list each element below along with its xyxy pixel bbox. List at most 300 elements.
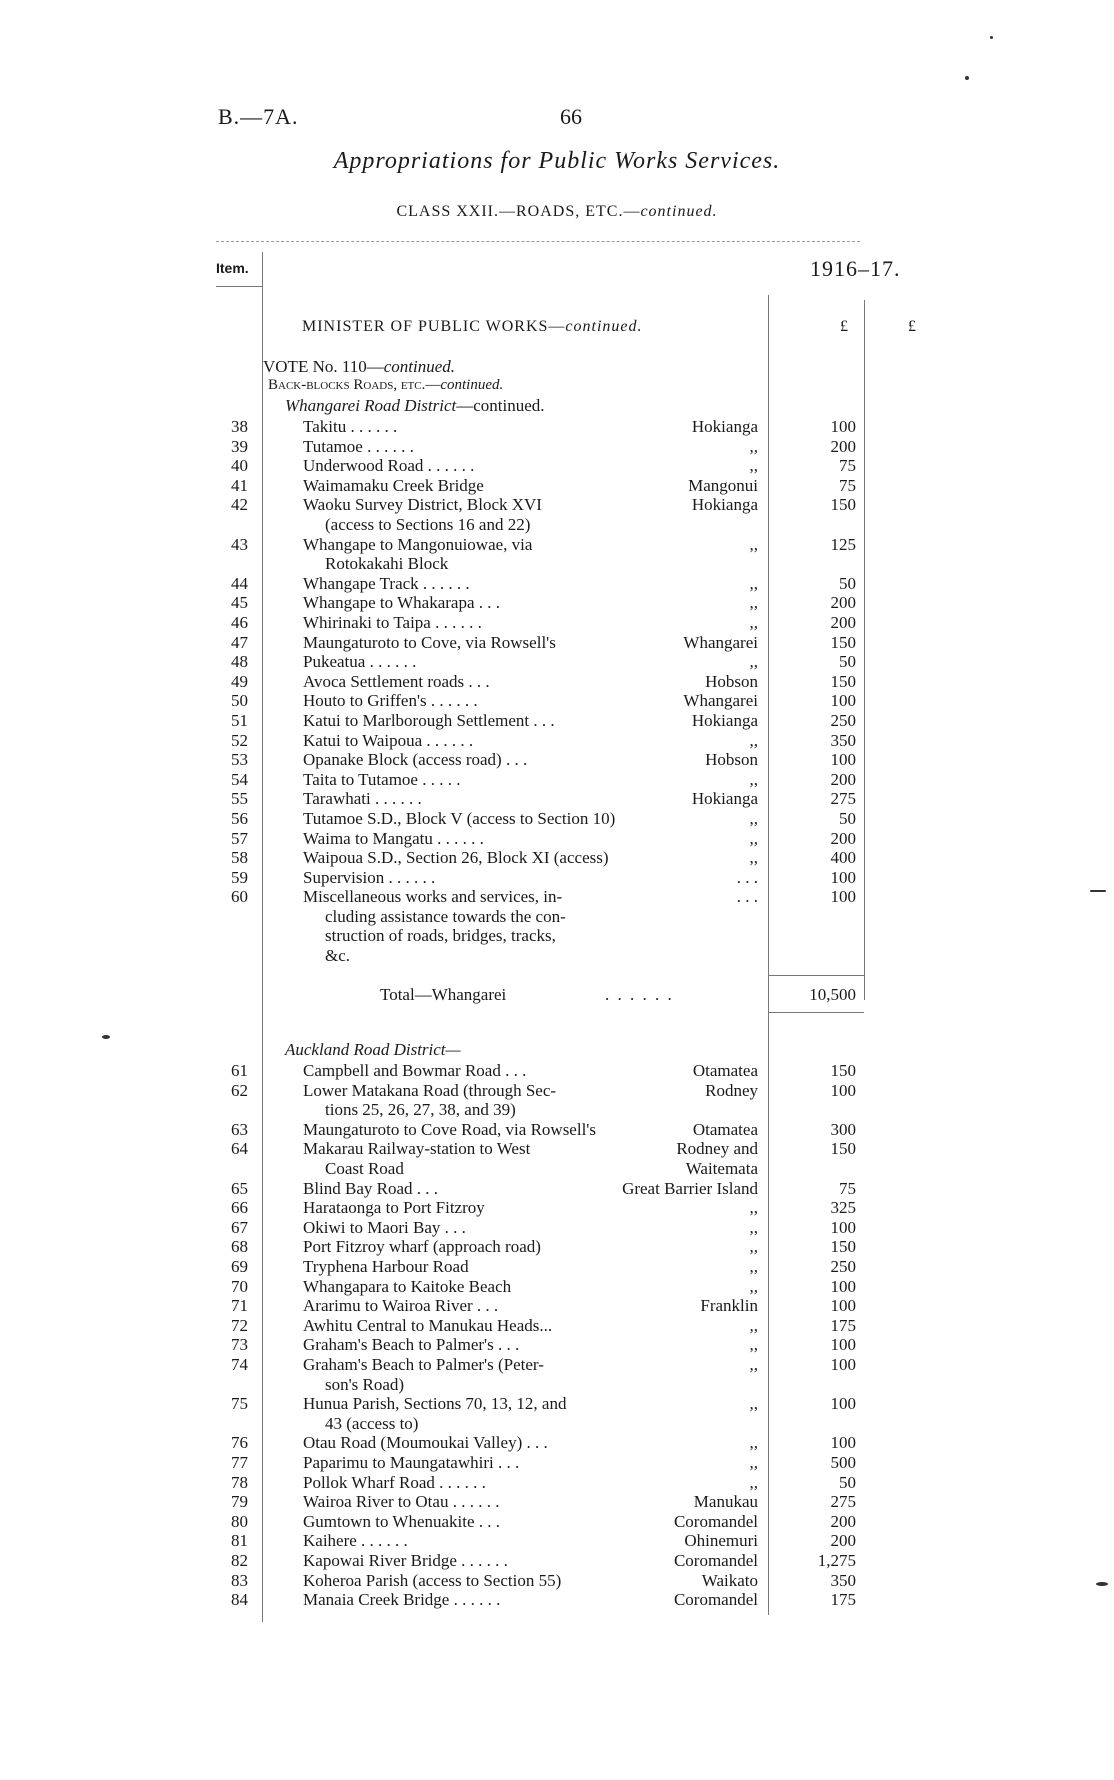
item-number: 42	[231, 495, 248, 515]
item-description	[303, 593, 638, 613]
description-line: Graham's Beach to Palmer's (Peter-	[303, 1355, 544, 1374]
district-line: Hokianga	[691, 711, 758, 730]
item-description	[303, 613, 638, 633]
electoral-district	[590, 1139, 758, 1178]
pound-sign: £	[840, 318, 848, 335]
scan-speck	[102, 1035, 110, 1039]
amount: 1,275	[817, 1551, 856, 1570]
amount: 150	[830, 671, 856, 691]
item-description	[303, 1571, 638, 1591]
item-number: 46	[231, 613, 248, 632]
electoral-district	[590, 809, 758, 829]
item-column-divider	[262, 252, 263, 1622]
district-line: ,,	[749, 652, 758, 672]
item-number: 72	[231, 1315, 248, 1335]
item-description	[303, 829, 638, 849]
item-description	[303, 750, 638, 770]
description-continuation: Rotokakahi Block	[325, 554, 449, 574]
description-line: Waipoua S.D., Section 26, Block XI (access)	[303, 848, 609, 868]
electoral-district	[590, 1120, 758, 1140]
item-column-header: Item.	[216, 260, 249, 276]
amount: 100	[830, 1355, 856, 1374]
electoral-district	[590, 1590, 758, 1610]
electoral-district	[590, 1453, 758, 1473]
whangarei-district-name: Whangarei Road District	[285, 396, 457, 415]
amount: 100	[830, 887, 856, 907]
item-number: 58	[231, 848, 248, 868]
amount: 200	[830, 1531, 856, 1551]
electoral-district	[590, 848, 758, 868]
class-subtitle	[0, 203, 1114, 221]
amount: 50	[839, 573, 856, 593]
amount: 100	[830, 750, 856, 770]
description-line: Port Fitzroy wharf (approach road)	[303, 1237, 541, 1257]
item-number: 44	[231, 573, 248, 593]
district-line: Hokianga	[691, 789, 758, 809]
electoral-district	[590, 1571, 758, 1591]
total-value: 10,500	[809, 985, 856, 1004]
district-line: ,,	[749, 1453, 758, 1472]
amount: 100	[830, 1394, 856, 1414]
item-description	[303, 652, 638, 672]
electoral-district	[590, 633, 758, 653]
item-description	[303, 476, 638, 496]
item-description	[303, 1296, 638, 1316]
amount: 50	[839, 809, 856, 828]
description-line: Tarawhati . . . . . .	[303, 789, 422, 809]
amount: 250	[830, 711, 856, 730]
electoral-district	[590, 1473, 758, 1493]
description-line: Otau Road (Moumoukai Valley) . . .	[303, 1433, 548, 1453]
vote-heading-continued: continued.	[383, 357, 456, 376]
electoral-district	[590, 1237, 758, 1257]
description-line: Waoku Survey District, Block XVI	[303, 495, 542, 515]
description-line: Pollok Wharf Road . . . . . .	[303, 1472, 486, 1492]
item-description	[303, 1433, 638, 1453]
amount: 200	[830, 436, 856, 456]
item-number: 81	[231, 1531, 248, 1551]
amount: 200	[830, 828, 856, 848]
item-description	[303, 1551, 638, 1571]
whangarei-district-heading	[285, 396, 545, 416]
district-line: ,,	[749, 1217, 758, 1237]
district-line: Manukau	[693, 1492, 758, 1512]
item-description	[303, 1139, 638, 1178]
amount: 100	[830, 1217, 856, 1237]
description-line: Awhitu Central to Manukau Heads...	[303, 1315, 553, 1335]
district-line: ,,	[749, 1315, 758, 1335]
item-description	[303, 574, 638, 594]
item-description	[303, 1590, 638, 1610]
description-line: Lower Matakana Road (through Sec-	[303, 1080, 557, 1100]
scan-speck	[990, 36, 993, 39]
amount: 100	[830, 691, 856, 711]
description-line: Paparimu to Maungatawhiri . . .	[303, 1453, 520, 1472]
district-line: Rodney	[705, 1080, 758, 1100]
district-line: ,,	[749, 1335, 758, 1355]
item-description	[303, 1473, 638, 1493]
electoral-district	[590, 1335, 758, 1355]
description-continuation: tions 25, 26, 27, 38, and 39)	[325, 1100, 516, 1120]
item-description	[303, 1316, 638, 1336]
item-number: 41	[231, 475, 248, 495]
description-line: Underwood Road . . . . . .	[303, 456, 475, 476]
district-line: Otamatea	[692, 1061, 758, 1080]
item-number: 75	[231, 1394, 248, 1414]
item-description	[303, 1061, 638, 1081]
electoral-district	[590, 1492, 758, 1512]
item-number: 38	[231, 417, 248, 436]
scan-speck	[1090, 890, 1106, 892]
district-line: Rodney and	[676, 1139, 758, 1159]
electoral-district	[590, 1198, 758, 1218]
amount: 150	[830, 1139, 856, 1159]
district-line: Hobson	[705, 750, 758, 770]
item-description	[303, 417, 638, 437]
electoral-district	[590, 1394, 758, 1414]
district-line: ,,	[749, 1433, 758, 1453]
backblocks-heading-continued: continued.	[440, 377, 504, 393]
description-line: Harataonga to Port Fitzroy	[303, 1198, 485, 1218]
amount: 100	[830, 1296, 856, 1316]
amount: 150	[830, 495, 856, 515]
description-line: Whirinaki to Taipa . . . . . .	[303, 613, 482, 632]
item-number: 51	[231, 711, 248, 730]
item-number: 48	[231, 652, 248, 672]
item-number: 40	[231, 456, 248, 476]
description-line: Taita to Tutamoe . . . . .	[303, 769, 461, 789]
description-line: Katui to Marlborough Settlement . . .	[303, 711, 555, 730]
amount: 100	[830, 1433, 856, 1453]
district-line: Waikato	[701, 1570, 758, 1590]
item-description	[303, 770, 638, 790]
electoral-district	[590, 1061, 758, 1081]
auckland-district-heading: Auckland Road District—	[285, 1040, 461, 1059]
district-continuation: Waitemata	[685, 1158, 758, 1178]
amount-column-divider	[768, 295, 769, 1615]
description-line: Koheroa Parish (access to Section 55)	[303, 1570, 562, 1590]
district-line: Coromandel	[673, 1590, 758, 1610]
electoral-district	[590, 1257, 758, 1277]
whangarei-district-continued: —continued.	[456, 396, 545, 415]
district-line: ,,	[749, 1472, 758, 1492]
district-line: ,,	[749, 1198, 758, 1218]
district-line: Whangarei	[683, 632, 758, 652]
district-line: ,,	[749, 769, 758, 789]
district-line: ,,	[749, 1257, 758, 1276]
item-description	[303, 848, 638, 868]
district-line: Whangarei	[683, 691, 758, 711]
electoral-district	[590, 1081, 758, 1101]
electoral-district	[590, 417, 758, 437]
electoral-district	[590, 1355, 758, 1375]
district-line: ,,	[749, 436, 758, 456]
item-description	[303, 887, 638, 965]
item-number: 79	[231, 1492, 248, 1512]
description-continuation: Coast Road	[325, 1158, 404, 1178]
backblocks-heading	[268, 377, 503, 394]
description-continuation: son's Road)	[325, 1374, 405, 1394]
item-description	[303, 1198, 638, 1218]
description-line: Blind Bay Road . . .	[303, 1178, 439, 1198]
electoral-district	[590, 1531, 758, 1551]
description-line: Pukeatua . . . . . .	[303, 652, 417, 672]
district-line: ,,	[749, 1394, 758, 1414]
amount: 100	[830, 1276, 856, 1296]
table-top-rule	[216, 241, 860, 242]
district-line: Ohinemuri	[684, 1531, 758, 1551]
item-description	[303, 633, 638, 653]
item-number: 63	[231, 1119, 248, 1139]
amount: 50	[839, 1472, 856, 1492]
electoral-district	[590, 652, 758, 672]
class-subtitle-continued: continued.	[640, 203, 718, 220]
description-line: Campbell and Bowmar Road . . .	[303, 1061, 527, 1080]
description-line: Okiwi to Maori Bay . . .	[303, 1217, 466, 1237]
electoral-district	[590, 1316, 758, 1336]
total-leader-dots: . . . . . .	[605, 985, 674, 1004]
electoral-district	[590, 613, 758, 633]
description-line: Graham's Beach to Palmer's . . .	[303, 1335, 520, 1355]
description-line: Supervision . . . . . .	[303, 867, 436, 887]
district-line: Coromandel	[673, 1511, 758, 1531]
electoral-district	[590, 1433, 758, 1453]
item-number: 68	[231, 1237, 248, 1257]
amount: 150	[830, 1061, 856, 1080]
page-number: 66	[560, 104, 582, 129]
amount: 100	[830, 1080, 856, 1100]
electoral-district	[590, 868, 758, 888]
district-line: ,,	[749, 828, 758, 848]
amount: 350	[830, 1570, 856, 1590]
item-number: 61	[231, 1061, 248, 1080]
description-line: Gumtown to Whenuakite . . .	[303, 1511, 501, 1531]
item-number: 45	[231, 593, 248, 613]
minister-heading-main: MINISTER OF PUBLIC WORKS—	[302, 318, 566, 335]
district-line: ,,	[749, 456, 758, 476]
district-line: . . .	[736, 887, 758, 907]
item-description	[303, 1179, 638, 1199]
item-number: 69	[231, 1257, 248, 1276]
amount: 400	[830, 848, 856, 868]
district-line: Hokianga	[691, 495, 758, 515]
item-description	[303, 437, 638, 457]
electoral-district	[590, 1277, 758, 1297]
year-column-header: 1916–17.	[810, 256, 901, 281]
item-description	[303, 1218, 638, 1238]
amount: 300	[830, 1119, 856, 1139]
minister-heading	[302, 318, 643, 336]
electoral-district	[590, 789, 758, 809]
description-line: Whangape Track . . . . . .	[303, 573, 470, 593]
district-line: Franklin	[700, 1296, 758, 1316]
electoral-district	[590, 750, 758, 770]
item-description	[303, 1081, 638, 1120]
electoral-district	[590, 1218, 758, 1238]
amount: 150	[830, 1237, 856, 1257]
amount: 200	[830, 769, 856, 789]
item-number: 62	[231, 1080, 248, 1100]
amount: 500	[830, 1453, 856, 1472]
description-line: Whangape to Whakarapa . . .	[303, 593, 500, 613]
description-line: Katui to Waipoua . . . . . .	[303, 730, 474, 750]
item-number: 65	[231, 1178, 248, 1198]
description-line: Kapowai River Bridge . . . . . .	[303, 1551, 508, 1570]
description-line: Opanake Block (access road) . . .	[303, 750, 528, 770]
electoral-district	[590, 1512, 758, 1532]
item-description	[303, 1394, 638, 1433]
district-line: ,,	[749, 1237, 758, 1257]
district-line: Coromandel	[673, 1551, 758, 1570]
item-number: 80	[231, 1511, 248, 1531]
amount: 150	[830, 632, 856, 652]
amount: 125	[830, 534, 856, 554]
item-description	[303, 495, 638, 534]
description-line: Makarau Railway-station to West	[303, 1139, 531, 1159]
total-bottom-rule	[768, 1012, 864, 1013]
description-continuation: cluding assistance towards the con-	[325, 906, 566, 926]
description-line: Kaihere . . . . . .	[303, 1531, 408, 1551]
district-line: ,,	[749, 613, 758, 632]
electoral-district	[590, 887, 758, 907]
item-description	[303, 731, 638, 751]
item-number: 54	[231, 769, 248, 789]
electoral-district	[590, 1296, 758, 1316]
amount: 75	[839, 456, 856, 476]
item-number: 71	[231, 1296, 248, 1316]
item-description	[303, 1257, 638, 1277]
district-line: Hobson	[705, 671, 758, 691]
district-line: Great Barrier Island	[622, 1178, 758, 1198]
description-line: Maungaturoto to Cove Road, via Rowsell's	[303, 1119, 596, 1139]
amount: 275	[830, 789, 856, 809]
item-number: 47	[231, 632, 248, 652]
electoral-district	[590, 770, 758, 790]
scan-speck	[1096, 1582, 1108, 1586]
district-line: ,,	[749, 809, 758, 828]
minister-heading-continued: continued.	[565, 318, 643, 335]
item-number: 66	[231, 1198, 248, 1218]
item-number: 53	[231, 750, 248, 770]
item-number: 70	[231, 1276, 248, 1296]
item-number: 50	[231, 691, 248, 711]
total-top-rule	[768, 975, 864, 976]
item-number: 59	[231, 867, 248, 887]
district-line: ,,	[749, 730, 758, 750]
amount: 100	[830, 1335, 856, 1355]
description-line: Whangape to Mangonuiowae, via	[303, 534, 533, 554]
electoral-district	[590, 829, 758, 849]
item-description	[303, 711, 638, 731]
description-continuation: (access to Sections 16 and 22)	[325, 514, 531, 534]
item-description	[303, 1531, 638, 1551]
page-title: Appropriations for Public Works Services.	[333, 148, 781, 174]
item-description	[303, 1453, 638, 1473]
item-number: 39	[231, 436, 248, 456]
item-number: 82	[231, 1551, 248, 1570]
amount: 200	[830, 1511, 856, 1531]
item-description	[303, 809, 638, 829]
amount: 250	[830, 1257, 856, 1276]
total-column-divider	[864, 300, 865, 1000]
item-description	[303, 1492, 638, 1512]
scan-speck	[965, 76, 969, 80]
electoral-district	[590, 495, 758, 515]
item-description	[303, 456, 638, 476]
electoral-district	[590, 593, 758, 613]
electoral-district	[590, 672, 758, 692]
description-line: Tryphena Harbour Road	[303, 1257, 469, 1276]
district-line: ,,	[749, 593, 758, 613]
description-line: Hunua Parish, Sections 70, 13, 12, and	[303, 1394, 567, 1414]
amount: 350	[830, 730, 856, 750]
description-line: Wairoa River to Otau . . . . . .	[303, 1492, 500, 1512]
electoral-district	[590, 1551, 758, 1571]
amount: 175	[830, 1590, 856, 1610]
electoral-district	[590, 476, 758, 496]
item-number: 52	[231, 730, 248, 750]
electoral-district	[590, 574, 758, 594]
amount: 200	[830, 593, 856, 613]
item-description	[303, 1512, 638, 1532]
amount: 75	[839, 475, 856, 495]
electoral-district	[590, 711, 758, 731]
amount: 275	[830, 1492, 856, 1512]
pound-sign: £	[908, 318, 916, 335]
item-description	[303, 1335, 638, 1355]
item-description	[303, 789, 638, 809]
item-number: 74	[231, 1355, 248, 1374]
item-number: 60	[231, 887, 248, 907]
district-line: ,,	[749, 1276, 758, 1296]
description-continuation: 43 (access to)	[325, 1413, 419, 1433]
district-line: ,,	[749, 848, 758, 868]
item-number: 64	[231, 1139, 248, 1159]
class-subtitle-main: CLASS XXII.—ROADS, ETC.—	[396, 203, 641, 220]
district-line: Otamatea	[692, 1119, 758, 1139]
vote-heading	[263, 357, 455, 377]
item-description	[303, 672, 638, 692]
amount: 100	[830, 417, 856, 436]
item-description	[303, 1277, 638, 1297]
description-line: Waima to Mangatu . . . . . .	[303, 828, 484, 848]
description-line: Miscellaneous works and services, in-	[303, 887, 563, 907]
item-description	[303, 1120, 638, 1140]
district-line: . . .	[736, 867, 758, 887]
item-number: 67	[231, 1217, 248, 1237]
item-description	[303, 1355, 638, 1394]
item-number: 77	[231, 1453, 248, 1472]
description-continuation: &c.	[325, 945, 351, 965]
amount: 50	[839, 652, 856, 672]
item-number: 43	[231, 534, 248, 554]
item-description	[303, 868, 638, 888]
district-line: Hokianga	[691, 417, 758, 436]
item-number: 56	[231, 809, 248, 828]
total-label: Total—Whangarei	[380, 985, 507, 1004]
description-line: Tutamoe S.D., Block V (access to Section 10)	[303, 809, 616, 828]
amount: 200	[830, 613, 856, 632]
item-number: 57	[231, 828, 248, 848]
description-continuation: struction of roads, bridges, tracks,	[325, 926, 556, 946]
district-line: ,,	[749, 573, 758, 593]
amount: 100	[830, 867, 856, 887]
document-code: B.—7A.	[218, 104, 299, 129]
electoral-district	[590, 456, 758, 476]
item-number: 83	[231, 1570, 248, 1590]
description-line: Takitu . . . . . .	[303, 417, 398, 436]
district-line: Mangonui	[688, 475, 758, 495]
